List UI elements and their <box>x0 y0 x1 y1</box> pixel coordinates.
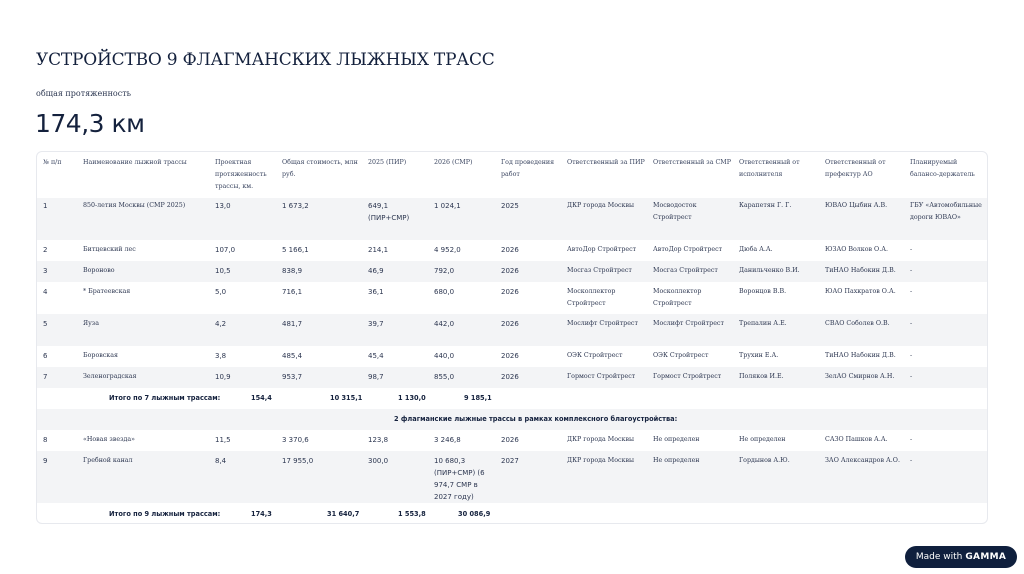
cell-pir: 123,8 <box>368 436 389 444</box>
cell-length: 11,5 <box>215 436 231 444</box>
cell-length: 13,0 <box>215 202 231 210</box>
cell-holder: - <box>910 288 913 295</box>
cell-length: 10,9 <box>215 373 231 381</box>
badge-brand: GAMMA <box>965 552 1007 562</box>
cell-pir: 649,1 (ПИР+СМР) <box>368 202 410 222</box>
cell-index: 1 <box>43 202 48 210</box>
cell-resp-exec: Данильченко В.И. <box>739 267 800 274</box>
cell-resp-pir: Гормост Стройтрест <box>567 373 636 380</box>
cell-resp-pir: Мосгаз Стройтрест <box>567 267 632 274</box>
table-row <box>37 282 988 314</box>
cell-resp-pir: ДКР города Москвы <box>567 202 635 209</box>
table-row <box>37 451 988 503</box>
cell-year: 2026 <box>501 246 519 254</box>
table-row <box>37 346 988 367</box>
cell-resp-exec: Дюба А.А. <box>739 246 773 253</box>
cell-resp-pir: Мослифт Стройтрест <box>567 320 638 327</box>
cell-name: Битцевский лес <box>83 246 136 253</box>
cell-pir: 214,1 <box>368 246 389 254</box>
cell-name: 850-летия Москвы (СМР 2025) <box>83 202 186 209</box>
header-cell: Ответственный за ПИР <box>567 159 645 166</box>
header-cell: Ответственный за СМР <box>653 159 731 166</box>
cell-resp-prefecture: САЗО Пашков А.А. <box>825 436 888 443</box>
cell-resp-prefecture: ТиНАО Набокин Д.В. <box>825 352 896 359</box>
table-row <box>37 261 988 282</box>
header-cell: Ответственный от исполнителя <box>739 159 800 178</box>
cell-index: 8 <box>43 436 48 444</box>
total-length-value: 174,3 км <box>35 109 145 138</box>
cell-length: 8,4 <box>215 457 227 465</box>
total-length: 174,3 <box>251 510 272 518</box>
cell-smr: 855,0 <box>434 373 455 381</box>
total-cost: 31 640,7 <box>327 510 360 518</box>
subtotal-pir: 1 130,0 <box>398 394 426 402</box>
cell-index: 3 <box>43 267 48 275</box>
cell-cost: 481,7 <box>282 320 303 328</box>
section-row <box>37 409 988 430</box>
section-title: 2 флагманские лыжные трассы в рамках комплексного благоустройства: <box>394 415 678 423</box>
cell-name: Вороново <box>83 267 115 274</box>
cell-pir: 36,1 <box>368 288 384 296</box>
cell-year: 2026 <box>501 288 519 296</box>
cell-resp-pir: ДКР города Москвы <box>567 436 635 443</box>
cell-cost: 1 673,2 <box>282 202 309 210</box>
cell-name: Гребной канал <box>83 457 133 464</box>
cell-holder: - <box>910 436 913 443</box>
header-cell: Общая стоимость, млн руб. <box>282 159 358 178</box>
header-cell: 2025 (ПИР) <box>368 159 407 166</box>
cell-year: 2026 <box>501 320 519 328</box>
total-pir: 1 553,8 <box>398 510 426 518</box>
table-header-row <box>37 152 988 198</box>
cell-resp-prefecture: ЮЗАО Волков О.А. <box>825 246 888 253</box>
cell-resp-exec: Не определен <box>739 436 786 443</box>
subtotal-smr: 9 185,1 <box>464 394 492 402</box>
cell-resp-exec: Гордынов А.Ю. <box>739 457 790 464</box>
cell-smr: 792,0 <box>434 267 455 275</box>
cell-year: 2027 <box>501 457 519 465</box>
cell-resp-smr: Москоллектор Стройтрест <box>653 288 702 307</box>
cell-resp-exec: Поляков И.Е. <box>739 373 784 380</box>
cell-cost: 716,1 <box>282 288 303 296</box>
cell-year: 2026 <box>501 436 519 444</box>
table-row <box>37 198 988 240</box>
cell-cost: 953,7 <box>282 373 303 381</box>
cell-resp-exec: Карапетян Г. Г. <box>739 202 792 209</box>
subtotal-row <box>37 388 988 409</box>
cell-smr: 680,0 <box>434 288 455 296</box>
cell-resp-pir: ОЭК Стройтрест <box>567 352 623 359</box>
header-cell: Планируемый балансо-держатель <box>910 159 975 178</box>
cell-year: 2026 <box>501 267 519 275</box>
subtotal-length: 154,4 <box>251 394 272 402</box>
cell-resp-smr: ОЭК Стройтрест <box>653 352 709 359</box>
cell-index: 9 <box>43 457 48 465</box>
cell-holder: - <box>910 267 913 274</box>
cell-pir: 45,4 <box>368 352 384 360</box>
cell-resp-smr: Мосгаз Стройтрест <box>653 267 718 274</box>
cell-pir: 98,7 <box>368 373 384 381</box>
cell-resp-prefecture: ЮВАО Цыбин А.В. <box>825 202 888 209</box>
total-row <box>37 503 988 524</box>
header-cell: Год проведения работ <box>501 159 555 178</box>
page-subtitle: общая протяженность <box>36 89 132 98</box>
cell-year: 2026 <box>501 352 519 360</box>
cell-pir: 46,9 <box>368 267 384 275</box>
total-label: Итого по 9 лыжным трассам: <box>109 510 221 518</box>
cell-year: 2026 <box>501 373 519 381</box>
cell-resp-smr: АвтоДор Стройтрест <box>653 246 723 253</box>
cell-cost: 485,4 <box>282 352 303 360</box>
cell-resp-prefecture: ТиНАО Набокин Д.В. <box>825 267 896 274</box>
cell-resp-pir: ДКР города Москвы <box>567 457 635 464</box>
total-smr: 30 086,9 <box>458 510 491 518</box>
cell-name: Зеленоградская <box>83 373 137 380</box>
cell-length: 3,8 <box>215 352 227 360</box>
cell-name: * Братеевская <box>83 288 131 295</box>
cell-pir: 300,0 <box>368 457 389 465</box>
cell-cost: 838,9 <box>282 267 303 275</box>
cell-smr: 10 680,3 (ПИР+СМР) (6 974,7 СМР в 2027 году) <box>434 457 485 501</box>
cell-holder: - <box>910 246 913 253</box>
cell-resp-smr: Не определен <box>653 436 700 443</box>
cell-holder: - <box>910 352 913 359</box>
cell-resp-pir: АвтоДор Стройтрест <box>567 246 637 253</box>
cell-name: Яуза <box>83 320 99 327</box>
header-cell: Проектная протяженность трассы, км. <box>215 159 267 190</box>
cell-pir: 39,7 <box>368 320 384 328</box>
table-row <box>37 367 988 388</box>
header-cell: Ответственный от префектур АО <box>825 159 886 178</box>
cell-name: Боровская <box>83 352 118 359</box>
cell-index: 5 <box>43 320 48 328</box>
cell-length: 4,2 <box>215 320 227 328</box>
header-cell: 2026 (СМР) <box>434 159 473 166</box>
cell-resp-exec: Воронцов В.В. <box>739 288 787 295</box>
cell-smr: 1 024,1 <box>434 202 461 210</box>
cell-index: 7 <box>43 373 48 381</box>
cell-resp-smr: Мосводосток Стройтрест <box>653 202 697 221</box>
page-title: УСТРОЙСТВО 9 ФЛАГМАНСКИХ ЛЫЖНЫХ ТРАСС <box>36 50 495 70</box>
data-table <box>36 151 988 524</box>
cell-smr: 3 246,8 <box>434 436 461 444</box>
cell-smr: 440,0 <box>434 352 455 360</box>
cell-holder: ГБУ «Автомобильные дороги ЮВАО» <box>910 202 982 221</box>
cell-length: 10,5 <box>215 267 231 275</box>
cell-length: 5,0 <box>215 288 227 296</box>
cell-holder: - <box>910 373 913 380</box>
cell-length: 107,0 <box>215 246 236 254</box>
cell-name: «Новая звезда» <box>83 436 136 443</box>
cell-resp-smr: Гормост Стройтрест <box>653 373 722 380</box>
header-cell: Наименование лыжной трассы <box>83 159 187 166</box>
table-row <box>37 240 988 261</box>
cell-resp-smr: Не определен <box>653 457 700 464</box>
cell-resp-prefecture: ЮАО Пахкратов О.А. <box>825 288 896 295</box>
cell-resp-prefecture: ЗАО Александров А.О. <box>825 457 900 464</box>
cell-index: 2 <box>43 246 48 254</box>
subtotal-cost: 10 315,1 <box>330 394 363 402</box>
cell-resp-exec: Трепалин А.Е. <box>739 320 787 327</box>
cell-smr: 4 952,0 <box>434 246 461 254</box>
cell-resp-prefecture: СВАО Соболев О.В. <box>825 320 890 327</box>
cell-index: 6 <box>43 352 48 360</box>
made-with-gamma-badge[interactable] <box>905 546 1017 568</box>
header-cell: № п/п <box>43 159 62 166</box>
cell-index: 4 <box>43 288 48 296</box>
table-row <box>37 430 988 451</box>
cell-holder: - <box>910 457 913 464</box>
cell-cost: 17 955,0 <box>282 457 314 465</box>
cell-year: 2025 <box>501 202 519 210</box>
cell-holder: - <box>910 320 913 327</box>
cell-resp-smr: Мослифт Стройтрест <box>653 320 724 327</box>
cell-smr: 442,0 <box>434 320 455 328</box>
cell-resp-exec: Трухин Е.А. <box>739 352 779 359</box>
cell-cost: 3 370,6 <box>282 436 309 444</box>
subtotal-label: Итого по 7 лыжным трассам: <box>109 394 221 402</box>
cell-cost: 5 166,1 <box>282 246 309 254</box>
cell-resp-prefecture: ЗелАО Смирнов А.Н. <box>825 373 895 380</box>
badge-prefix: Made with <box>915 552 963 562</box>
table-row <box>37 314 988 346</box>
cell-resp-pir: Москоллектор Стройтрест <box>567 288 616 307</box>
